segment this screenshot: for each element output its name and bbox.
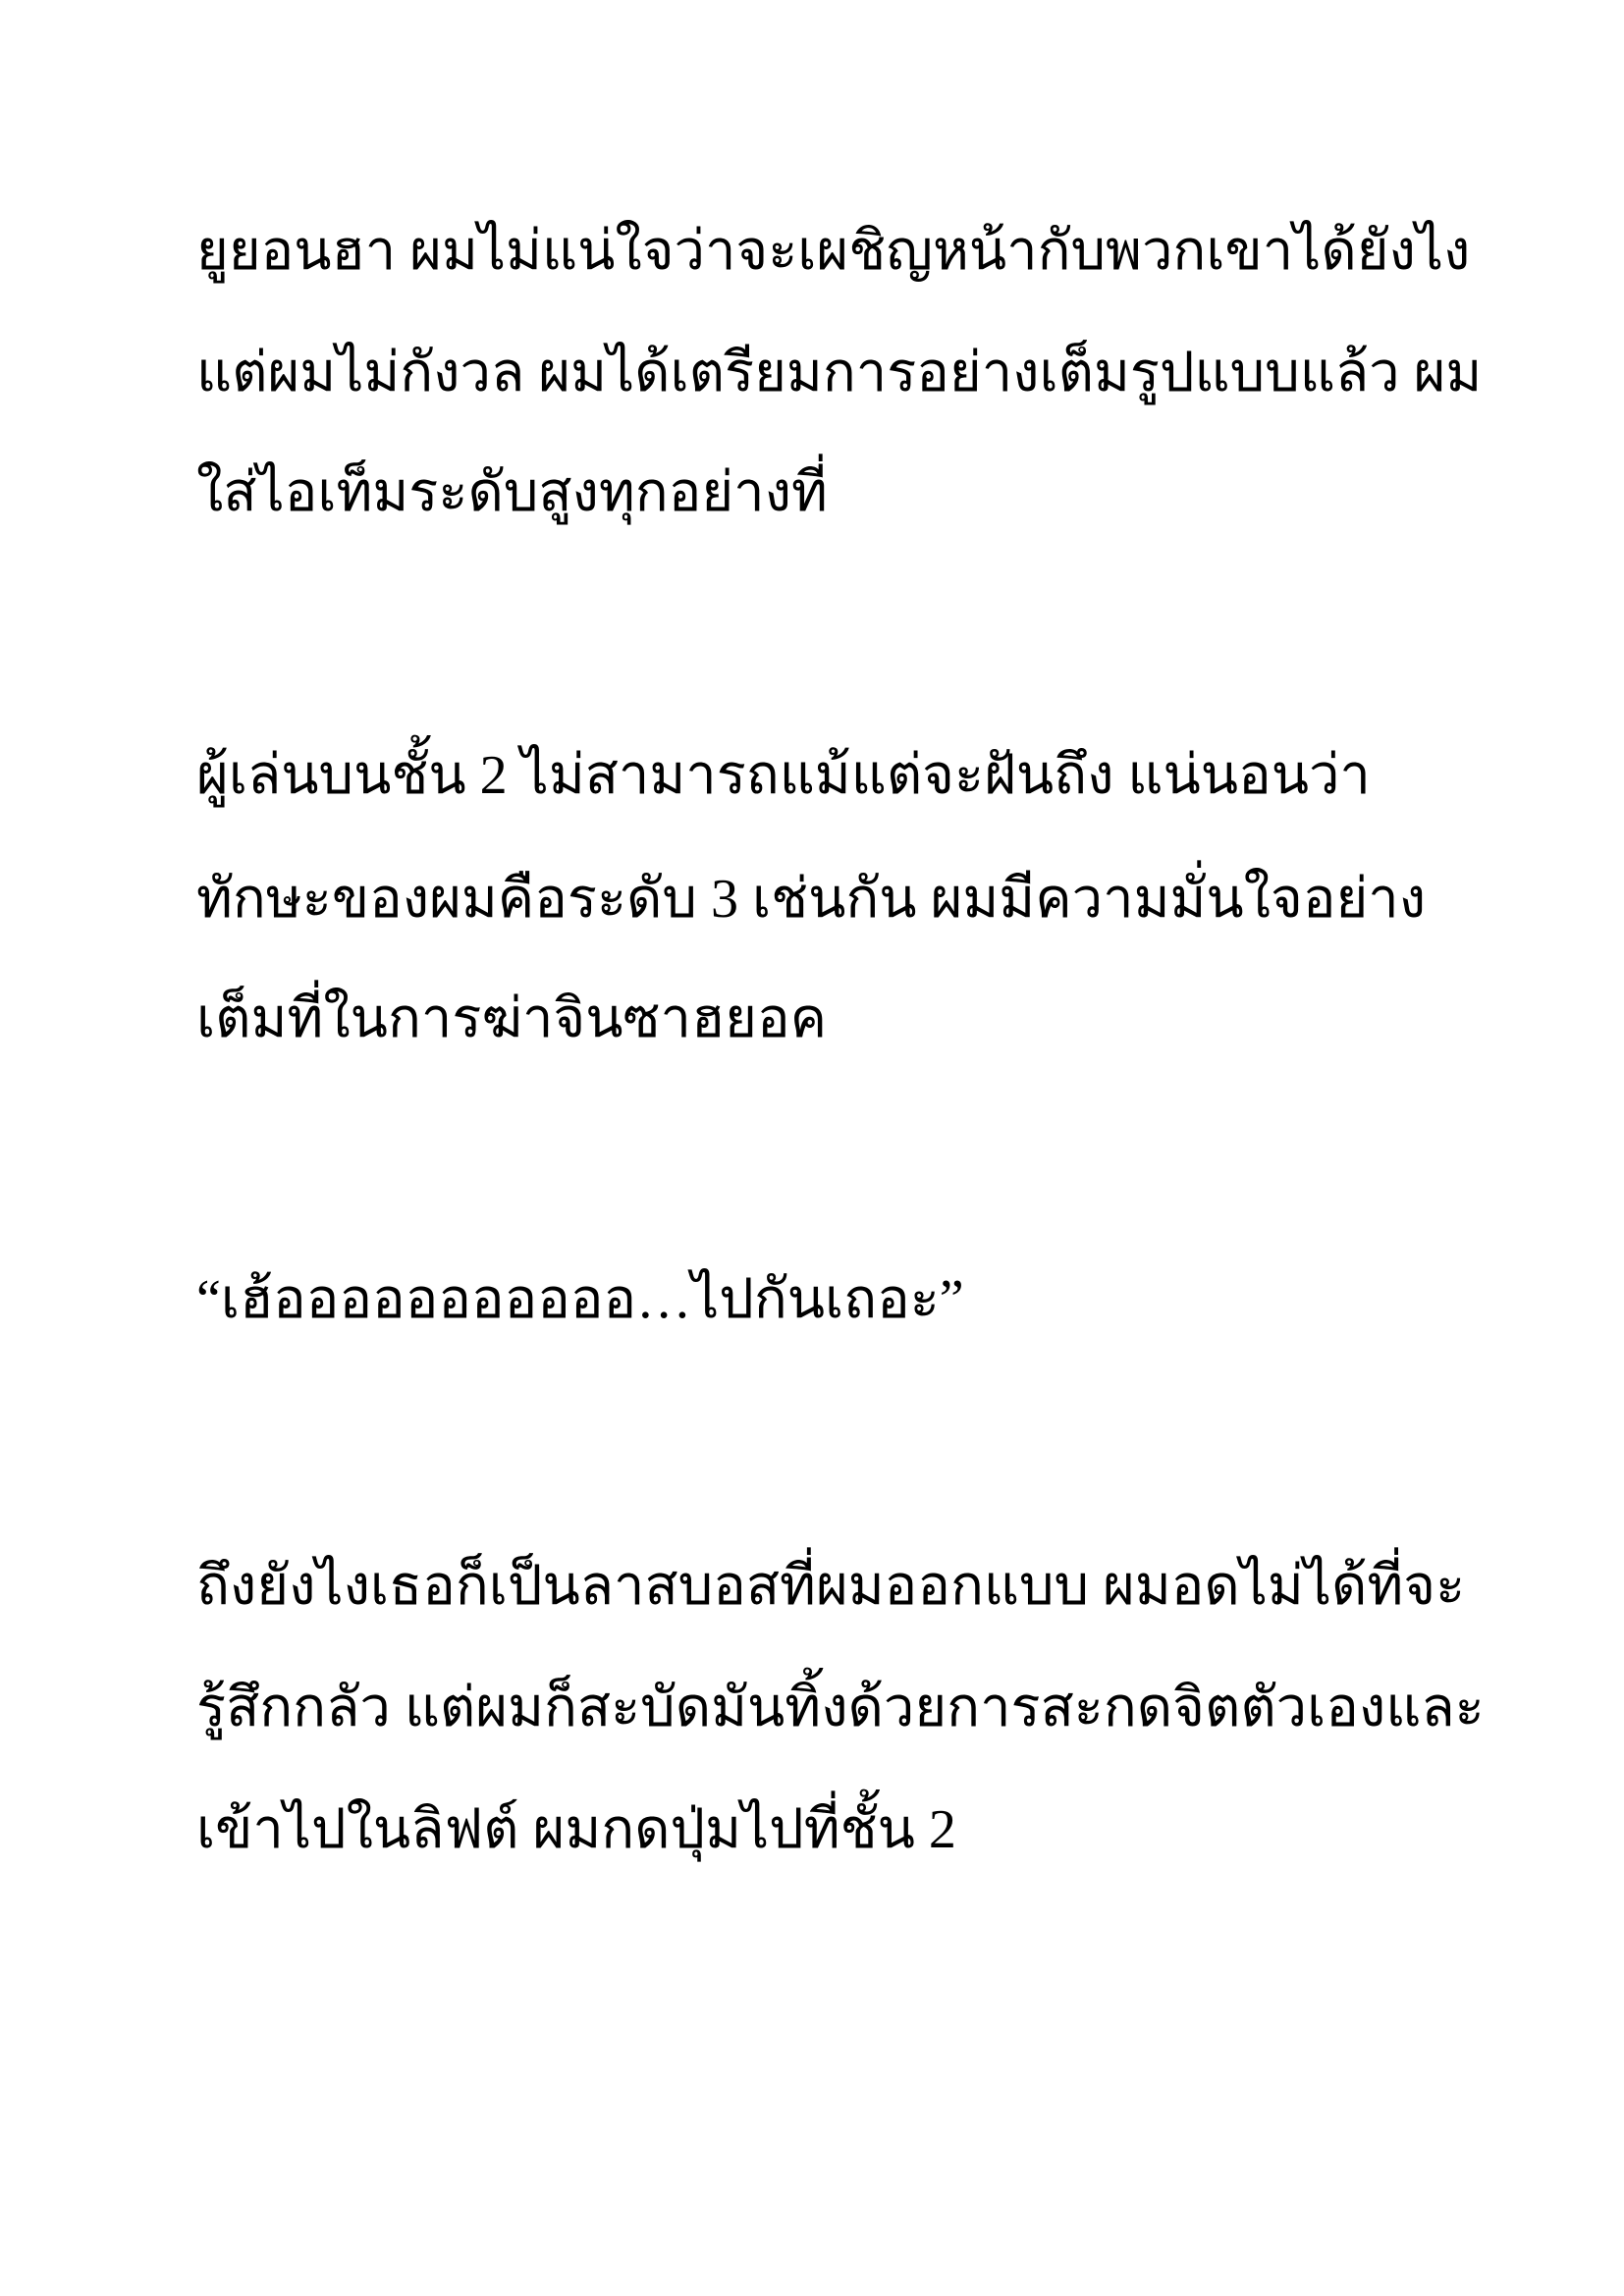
paragraph-2-line-2: ทักษะของผมคือระดับ 3 เช่นกัน ผมมีความมั่นใจอย่าง [196,869,1427,930]
paragraph-3-line-1: “เฮ้อออออออออออ…ไปกันเถอะ” [196,1269,964,1330]
paragraph-4-line-2: รู้สึกกลัว แต่ผมก็สะบัดมันทิ้งด้วยการสะกดจิตตัวเองและ [196,1678,1485,1738]
paragraph-1-line-2: แต่ผมไม่กังวล ผมได้เตรียมการอย่างเต็มรูปแบบแล้ว ผม [196,343,1483,403]
paragraph-2-line-3: เต็มที่ในการฆ่าจินซาฮยอค [196,988,828,1049]
paragraph-4-line-1: ถึงยังไงเธอก็เป็นลาสบอสที่ผมออกแบบ ผมอดไม่ได้ที่จะ [196,1556,1466,1617]
paragraph-4-line-3: เข้าไปในลิฟต์ ผมกดปุ่มไปที่ชั้น 2 [196,1799,956,1860]
paragraph-1-line-1: ยูยอนฮา ผมไม่แน่ใจว่าจะเผชิญหน้ากับพวกเขาได้ยังไง [196,221,1471,282]
paragraph-2-line-1: ผู้เล่นบนชั้น 2 ไม่สามารถแม้แต่จะฝันถึง แน่นอนว่า [196,745,1371,806]
paragraph-1-line-3: ใส่ไอเท็มระดับสูงทุกอย่างที่ [196,462,828,523]
